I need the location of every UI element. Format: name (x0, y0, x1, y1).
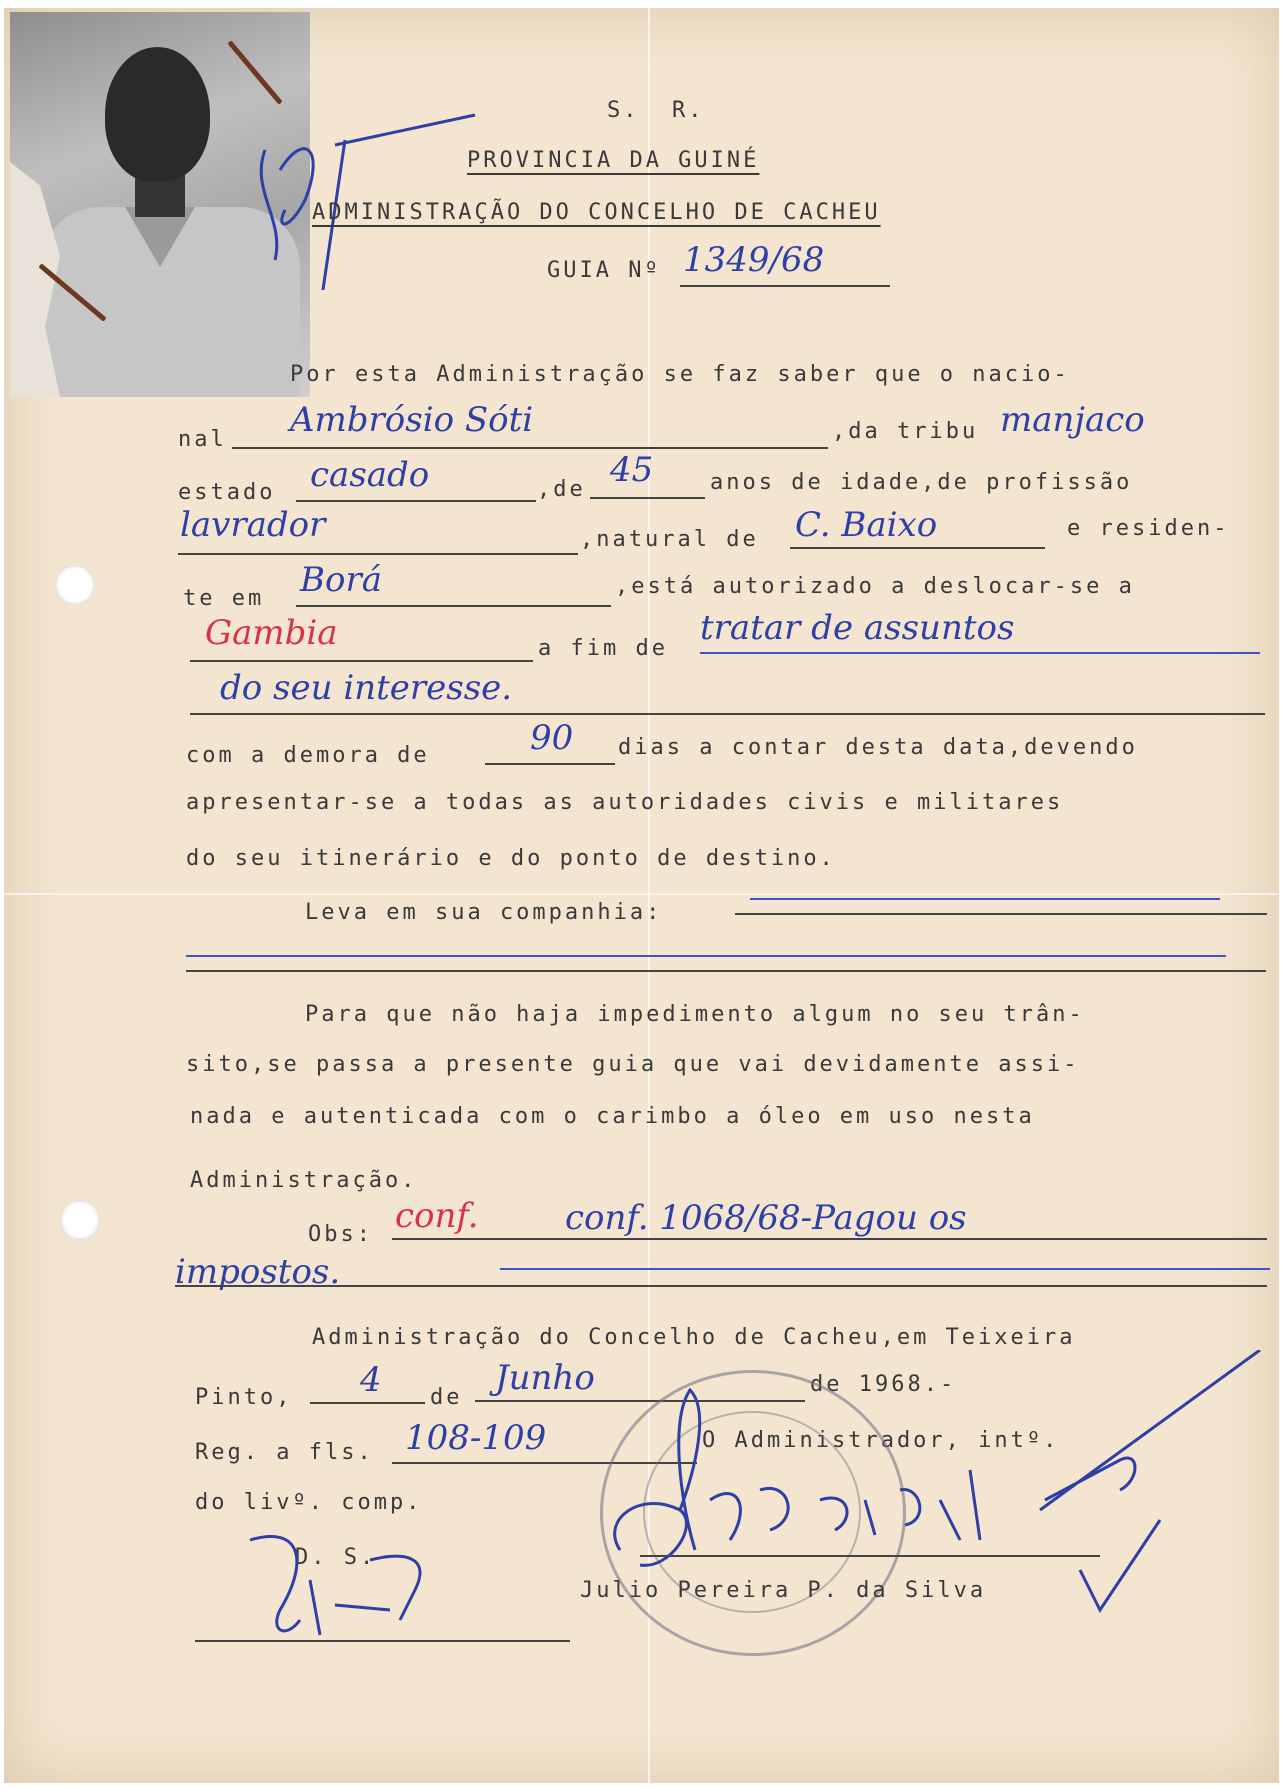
companhia-stroke-2 (186, 955, 1226, 957)
name-underline (232, 447, 828, 449)
punch-hole-bottom (60, 1200, 100, 1240)
admin-signature (600, 1350, 1280, 1670)
guia-underline (680, 285, 890, 287)
purpose-underline-2 (190, 713, 1265, 715)
guia-label: GUIA Nº (547, 258, 661, 283)
days-value: 90 (530, 718, 574, 758)
purpose-line-1: tratar de assuntos (700, 608, 1015, 648)
nal-label: nal (178, 427, 227, 452)
obs-label: Obs: (308, 1222, 373, 1247)
line-apresentar: apresentar-se a todas as autoridades civis e militares (186, 790, 1064, 815)
photo-head (105, 47, 210, 182)
admin-title: O Administrador, intº. (702, 1428, 1060, 1453)
para-line-1: Para que não haja impedimento algum no seu trân- (305, 1002, 1085, 1027)
companhia-label: Leva em sua companhia: (305, 900, 663, 925)
companhia-underline-2 (186, 970, 1266, 972)
residence-value: Borá (300, 560, 382, 600)
profession-value: lavrador (180, 505, 326, 545)
birthplace-underline (790, 547, 1045, 549)
reg-label: Reg. a fls. (195, 1440, 374, 1465)
guia-number: 1349/68 (683, 240, 825, 280)
body-line-1: Por esta Administração se faz saber que o nacio- (290, 362, 1070, 387)
age-underline (590, 497, 705, 499)
livro-label: do livº. comp. (195, 1490, 423, 1515)
residence-underline (296, 605, 611, 607)
purpose-line-2: do seu interesse. (220, 668, 513, 708)
punch-hole-top (55, 565, 95, 605)
age-value: 45 (610, 450, 654, 490)
tribe-label: ,da tribu (832, 419, 979, 444)
age-suffix: anos de idade,de profissão (710, 470, 1133, 495)
para-line-3: nada e autenticada com o carimbo a óleo em uso nesta (190, 1104, 1035, 1129)
obs-red-prefix: conf. (395, 1196, 479, 1236)
purpose-underline-1 (700, 652, 1260, 654)
obs-line-1: conf. 1068/68-Pagou os (565, 1198, 967, 1238)
header-sr: S. R. (607, 98, 705, 123)
para-line-4: Administração. (190, 1168, 418, 1193)
reg-pages: 108-109 (405, 1418, 547, 1458)
header-province: PROVINCIA DA GUINÉ (467, 148, 760, 173)
de-label: ,de (537, 477, 586, 502)
destination-value: Gambia (205, 613, 338, 653)
te-em-label: te em (183, 586, 265, 611)
demora-label: com a demora de (186, 743, 430, 768)
line-itinerario: do seu itinerário e do ponto de destino. (186, 846, 836, 871)
obs-stroke (500, 1268, 1270, 1270)
profession-underline (178, 553, 578, 555)
day-value: 4 (360, 1360, 382, 1400)
companhia-stroke (750, 898, 1220, 900)
fold-line-horizontal (4, 893, 1279, 895)
tribe-value: manjaco (1000, 400, 1145, 440)
estado-underline (296, 500, 536, 502)
marital-status: casado (310, 455, 430, 495)
ds-label: D. S. (295, 1545, 377, 1570)
birthplace-value: C. Baixo (795, 505, 938, 545)
holder-name: Ambrósio Sóti (290, 400, 534, 440)
obs-line-2: impostos. (175, 1252, 341, 1292)
companhia-underline (735, 913, 1267, 915)
header-administration: ADMINISTRAÇÃO DO CONCELHO DE CACHEU (312, 200, 881, 225)
ds-signature (240, 1520, 490, 1650)
obs-underline-1 (392, 1238, 1267, 1240)
para-line-2: sito,se passa a presente guia que vai devidamente assi- (186, 1052, 1080, 1077)
natural-label: ,natural de (580, 527, 759, 552)
days-suffix: dias a contar desta data,devendo (618, 735, 1138, 760)
signer-name: Julio Pereira P. da Silva (580, 1578, 987, 1603)
estado-label: estado (178, 480, 276, 505)
residen-label: e residen- (1067, 516, 1230, 541)
obs-underline-2 (175, 1285, 1267, 1287)
day-underline (310, 1402, 425, 1404)
pinto-label: Pinto, (195, 1385, 293, 1410)
month-value: Junho (495, 1358, 595, 1398)
year-label: de 1968.- (810, 1372, 957, 1397)
closing-line-1: Administração do Concelho de Cacheu,em Teixeira (312, 1325, 1076, 1350)
destination-underline (190, 660, 533, 662)
a-fim-label: a fim de (538, 636, 668, 661)
closing-de-label: de (430, 1385, 463, 1410)
days-underline (485, 763, 615, 765)
authorized-label: ,está autorizado a deslocar-se a (615, 574, 1135, 599)
